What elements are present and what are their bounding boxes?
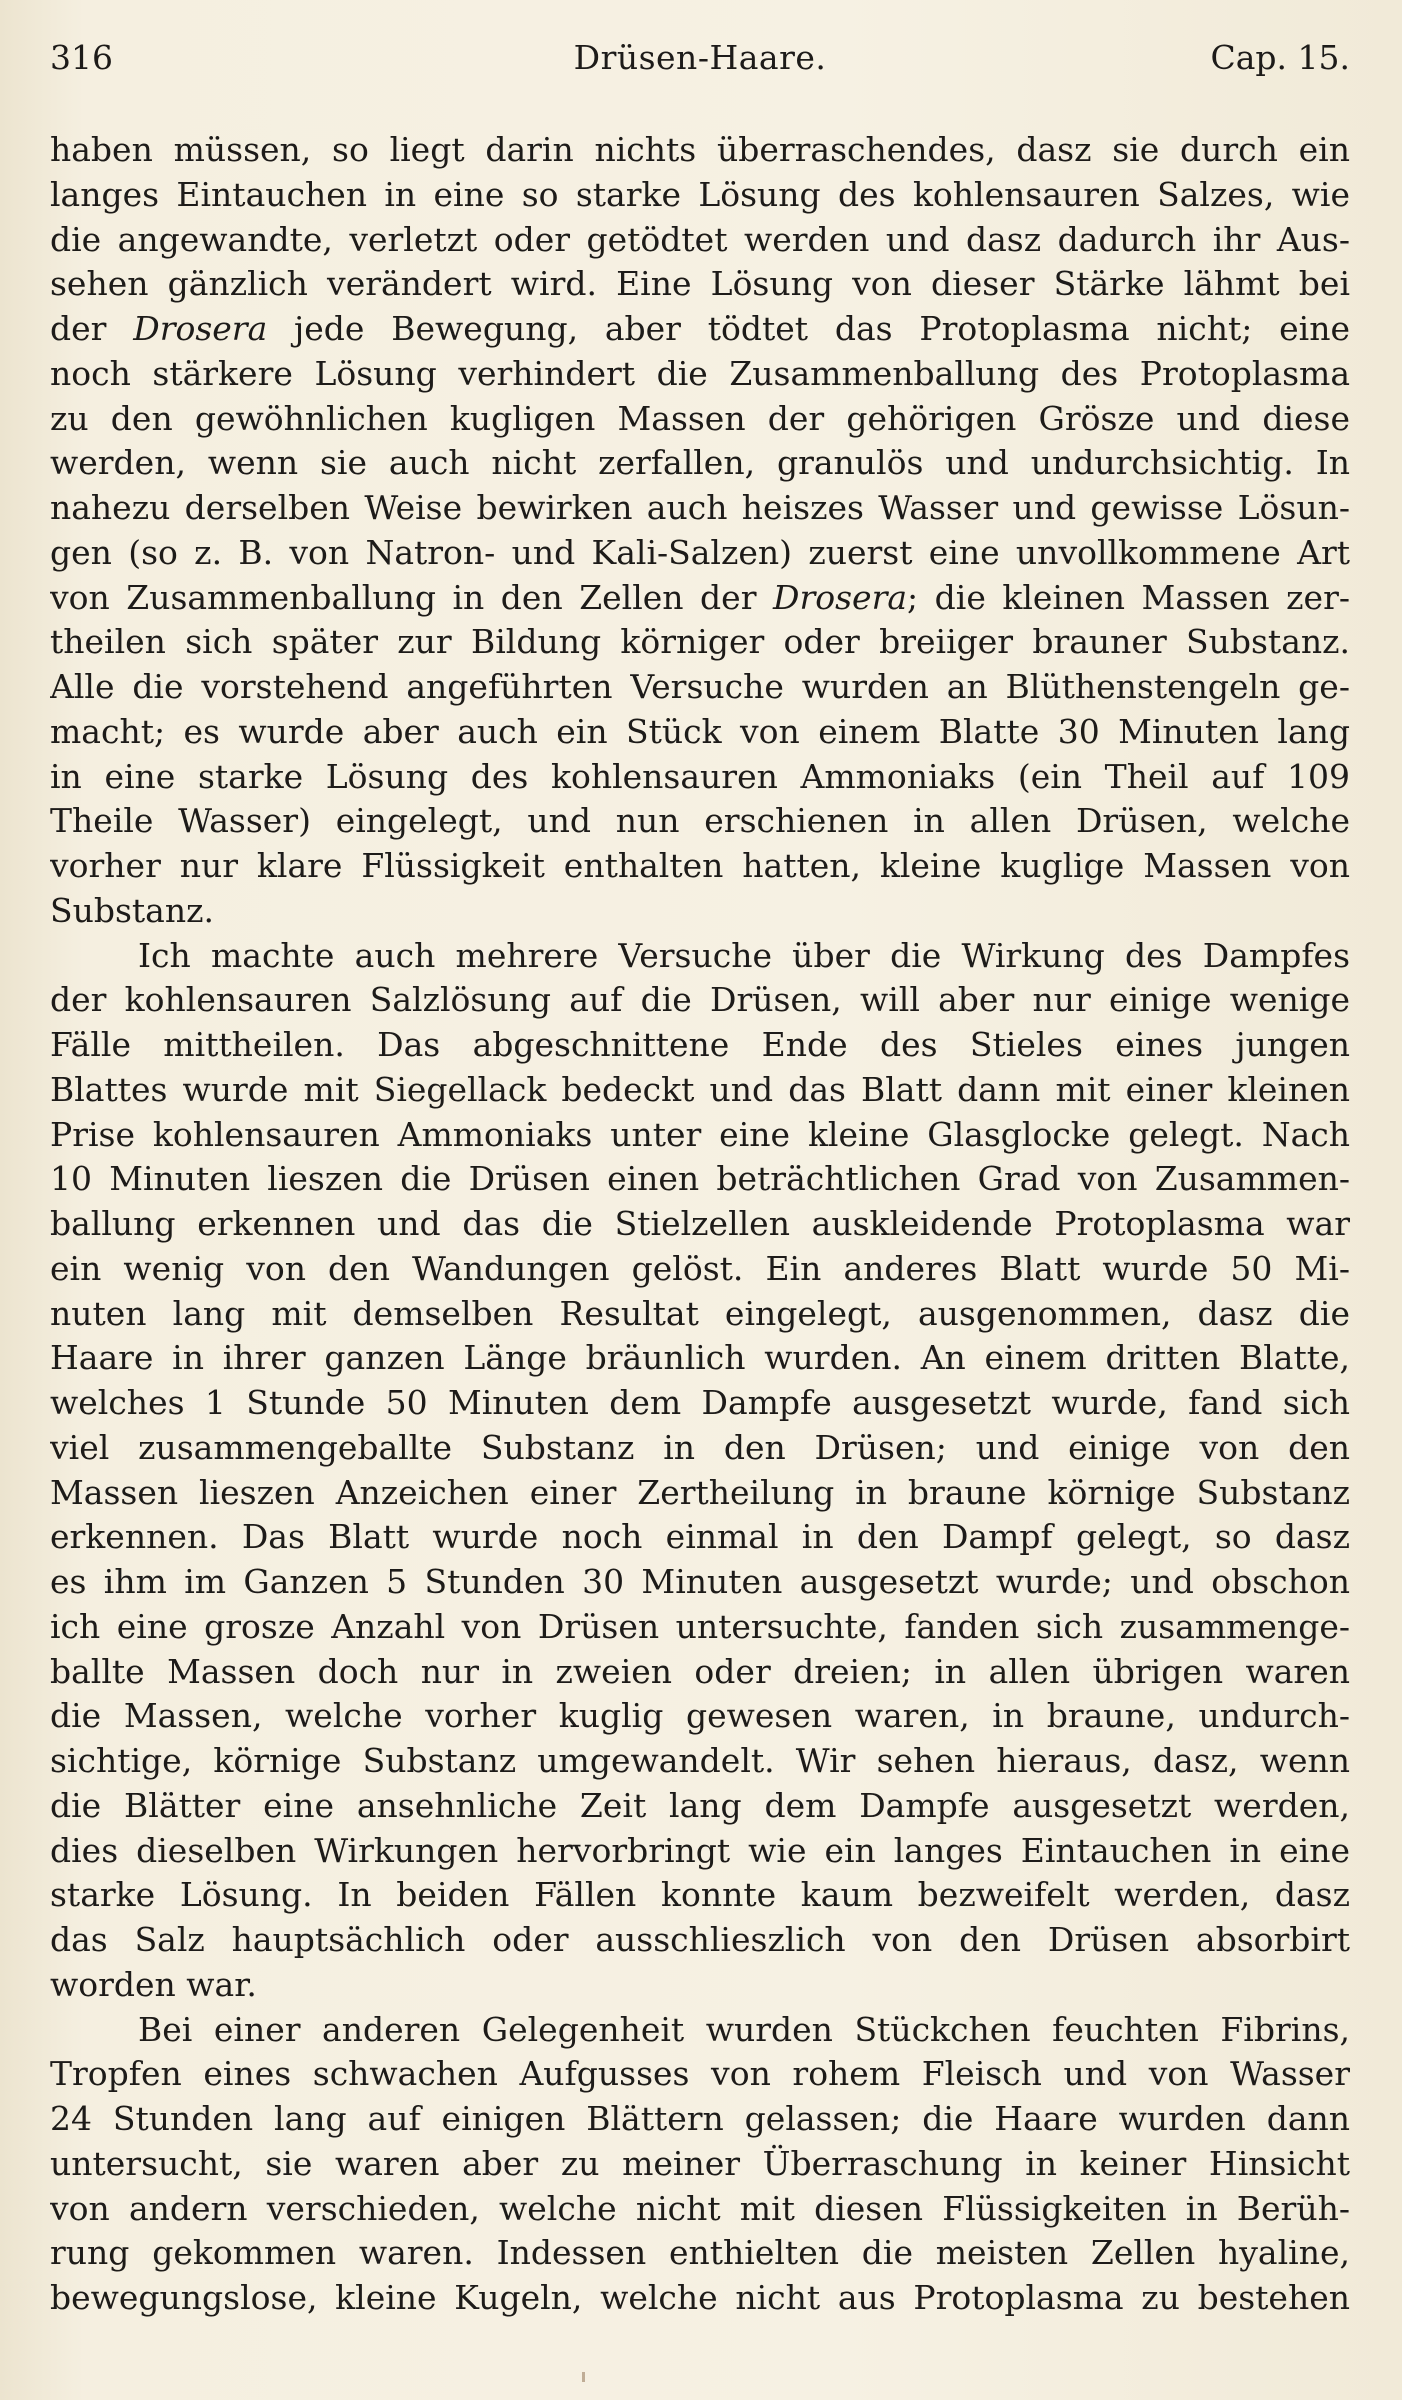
paragraph-end-line: Substanz. [50,890,214,930]
text-line: vorher nur klare Flüssigkeit enthalten hatten, kleine kuglige Massen von [50,846,1350,885]
text-line: sichtige, körnige Substanz umgewandelt. Wir sehen hieraus, dasz, wenn [50,1741,1350,1780]
text-line: Theile Wasser) eingelegt, und nun erschienen in allen Drüsen, welche [50,801,1350,841]
text-line: haben müssen, so liegt darin nichts überraschendes, dasz sie durch ein [50,130,1350,169]
text-line: theilen sich später zur Bildung körniger oder breiiger brauner Substanz. [50,622,1350,662]
text-line: ich eine grosze Anzahl von Drüsen untersuchte, fanden sich zusammenge- [50,1606,1350,1646]
page-header [50,38,1350,78]
text-line: von andern verschieden, welche nicht mit diesen Flüssigkeiten in Berüh- [50,2188,1350,2228]
text-line: es ihm im Ganzen 5 Stunden 30 Minuten ausgesetzt wurde; und obschon [50,1562,1350,1601]
text-line: ein wenig von den Wandungen gelöst. Ein anderes Blatt wurde 50 Mi- [50,1248,1350,1288]
text-line: Blattes wurde mit Siegellack bedeckt und das Blatt dann mit einer kleinen [50,1069,1350,1109]
genus-name: Drosera [133,309,268,348]
text-line: der Drosera jede Bewegung, aber tödtet das Protoplasma nicht; eine [50,309,1350,348]
text-line: von Zusammenballung in den Zellen der Drosera; die kleinen Massen zer- [50,577,1350,617]
text-line: zu den gewöhnlichen kugligen Massen der gehörigen Grösze und diese [50,398,1350,438]
paragraph-end-line: worden war. [50,1964,257,2004]
chapter-label: Cap. 15. [1210,38,1350,77]
print-speck [582,2372,585,2382]
text-line: Tropfen eines schwachen Aufgusses von rohem Fleisch und von Wasser [50,2054,1350,2094]
text-line: langes Eintauchen in eine so starke Lösung des kohlensauren Salzes, wie [50,174,1350,214]
text-line: nuten lang mit demselben Resultat eingelegt, ausgenommen, dasz die [50,1293,1350,1333]
text-line: 24 Stunden lang auf einigen Blättern gelassen; die Haare wurden dann [50,2099,1350,2138]
text-line: werden, wenn sie auch nicht zerfallen, granulös und undurchsichtig. In [50,443,1350,483]
page-number: 316 [50,38,113,77]
text-line: ballung erkennen und das die Stielzellen auskleidende Protoplasma war [50,1204,1350,1243]
text-line: starke Lösung. In beiden Fällen konnte kaum bezweifelt werden, dasz [50,1875,1350,1915]
text-line: Fälle mittheilen. Das abgeschnittene Ende des Stieles eines jungen [50,1025,1350,1064]
paragraph-start-line: Ich machte auch mehrere Versuche über die Wirkung des Dampfes [138,935,1350,975]
genus-name: Drosera [773,577,908,617]
text-line: die Massen, welche vorher kuglig gewesen waren, in braune, undurch- [50,1696,1350,1736]
text-line: das Salz hauptsächlich oder ausschlieszlich von den Drüsen absorbirt [50,1920,1350,1959]
text-line: viel zusammengeballte Substanz in den Drüsen; und einige von den [50,1427,1350,1467]
text-line: 10 Minuten lieszen die Drüsen einen beträchtlichen Grad von Zusammen- [50,1159,1350,1199]
paragraph-start-line: Bei einer anderen Gelegenheit wurden Stückchen feuchten Fibrins, [138,2009,1350,2049]
text-line: nahezu derselben Weise bewirken auch heiszes Wasser und gewisse Lösun- [50,488,1350,527]
text-line: welches 1 Stunde 50 Minuten dem Dampfe ausgesetzt wurde, fand sich [50,1383,1350,1422]
body-text [50,128,1350,2321]
text-line: sehen gänzlich verändert wird. Eine Lösung von dieser Stärke lähmt bei [50,264,1350,304]
text-line: Massen lieszen Anzeichen einer Zertheilung in braune körnige Substanz [50,1472,1350,1512]
text-line: rung gekommen waren. Indessen enthielten die meisten Zellen hyaline, [50,2233,1350,2273]
text-line: in eine starke Lösung des kohlensauren Ammoniaks (ein Theil auf 109 [50,756,1350,796]
text-line: gen (so z. B. von Natron- und Kali-Salzen) zuerst eine unvollkommene Art [50,532,1350,572]
text-line: noch stärkere Lösung verhindert die Zusammenballung des Protoplasma [50,353,1350,393]
text-line: die Blätter eine ansehnliche Zeit lang dem Dampfe ausgesetzt werden, [50,1785,1350,1825]
text-line: Prise kohlensauren Ammoniaks unter eine kleine Glasglocke gelegt. Nach [50,1114,1350,1154]
text-line: untersucht, sie waren aber zu meiner Überraschung in keiner Hinsicht [50,2143,1350,2183]
text-line: die angewandte, verletzt oder getödtet werden und dasz dadurch ihr Aus- [50,219,1350,259]
text-line: der kohlensauren Salzlösung auf die Drüsen, will aber nur einige wenige [50,980,1350,1020]
text-line: dies dieselben Wirkungen hervorbringt wie ein langes Eintauchen in eine [50,1830,1350,1870]
text-line: macht; es wurde aber auch ein Stück von einem Blatte 30 Minuten lang [50,711,1350,751]
text-line: Alle die vorstehend angeführten Versuche wurden an Blüthenstengeln ge- [50,667,1350,706]
text-line: erkennen. Das Blatt wurde noch einmal in den Dampf gelegt, so dasz [50,1517,1350,1557]
text-line: bewegungslose, kleine Kugeln, welche nicht aus Protoplasma zu bestehen [50,2278,1350,2317]
running-title: Drüsen-Haare. [573,38,827,77]
text-line: Haare in ihrer ganzen Länge bräunlich wurden. An einem dritten Blatte, [50,1338,1350,1378]
text-line: ballte Massen doch nur in zweien oder dreien; in allen übrigen waren [50,1651,1350,1691]
